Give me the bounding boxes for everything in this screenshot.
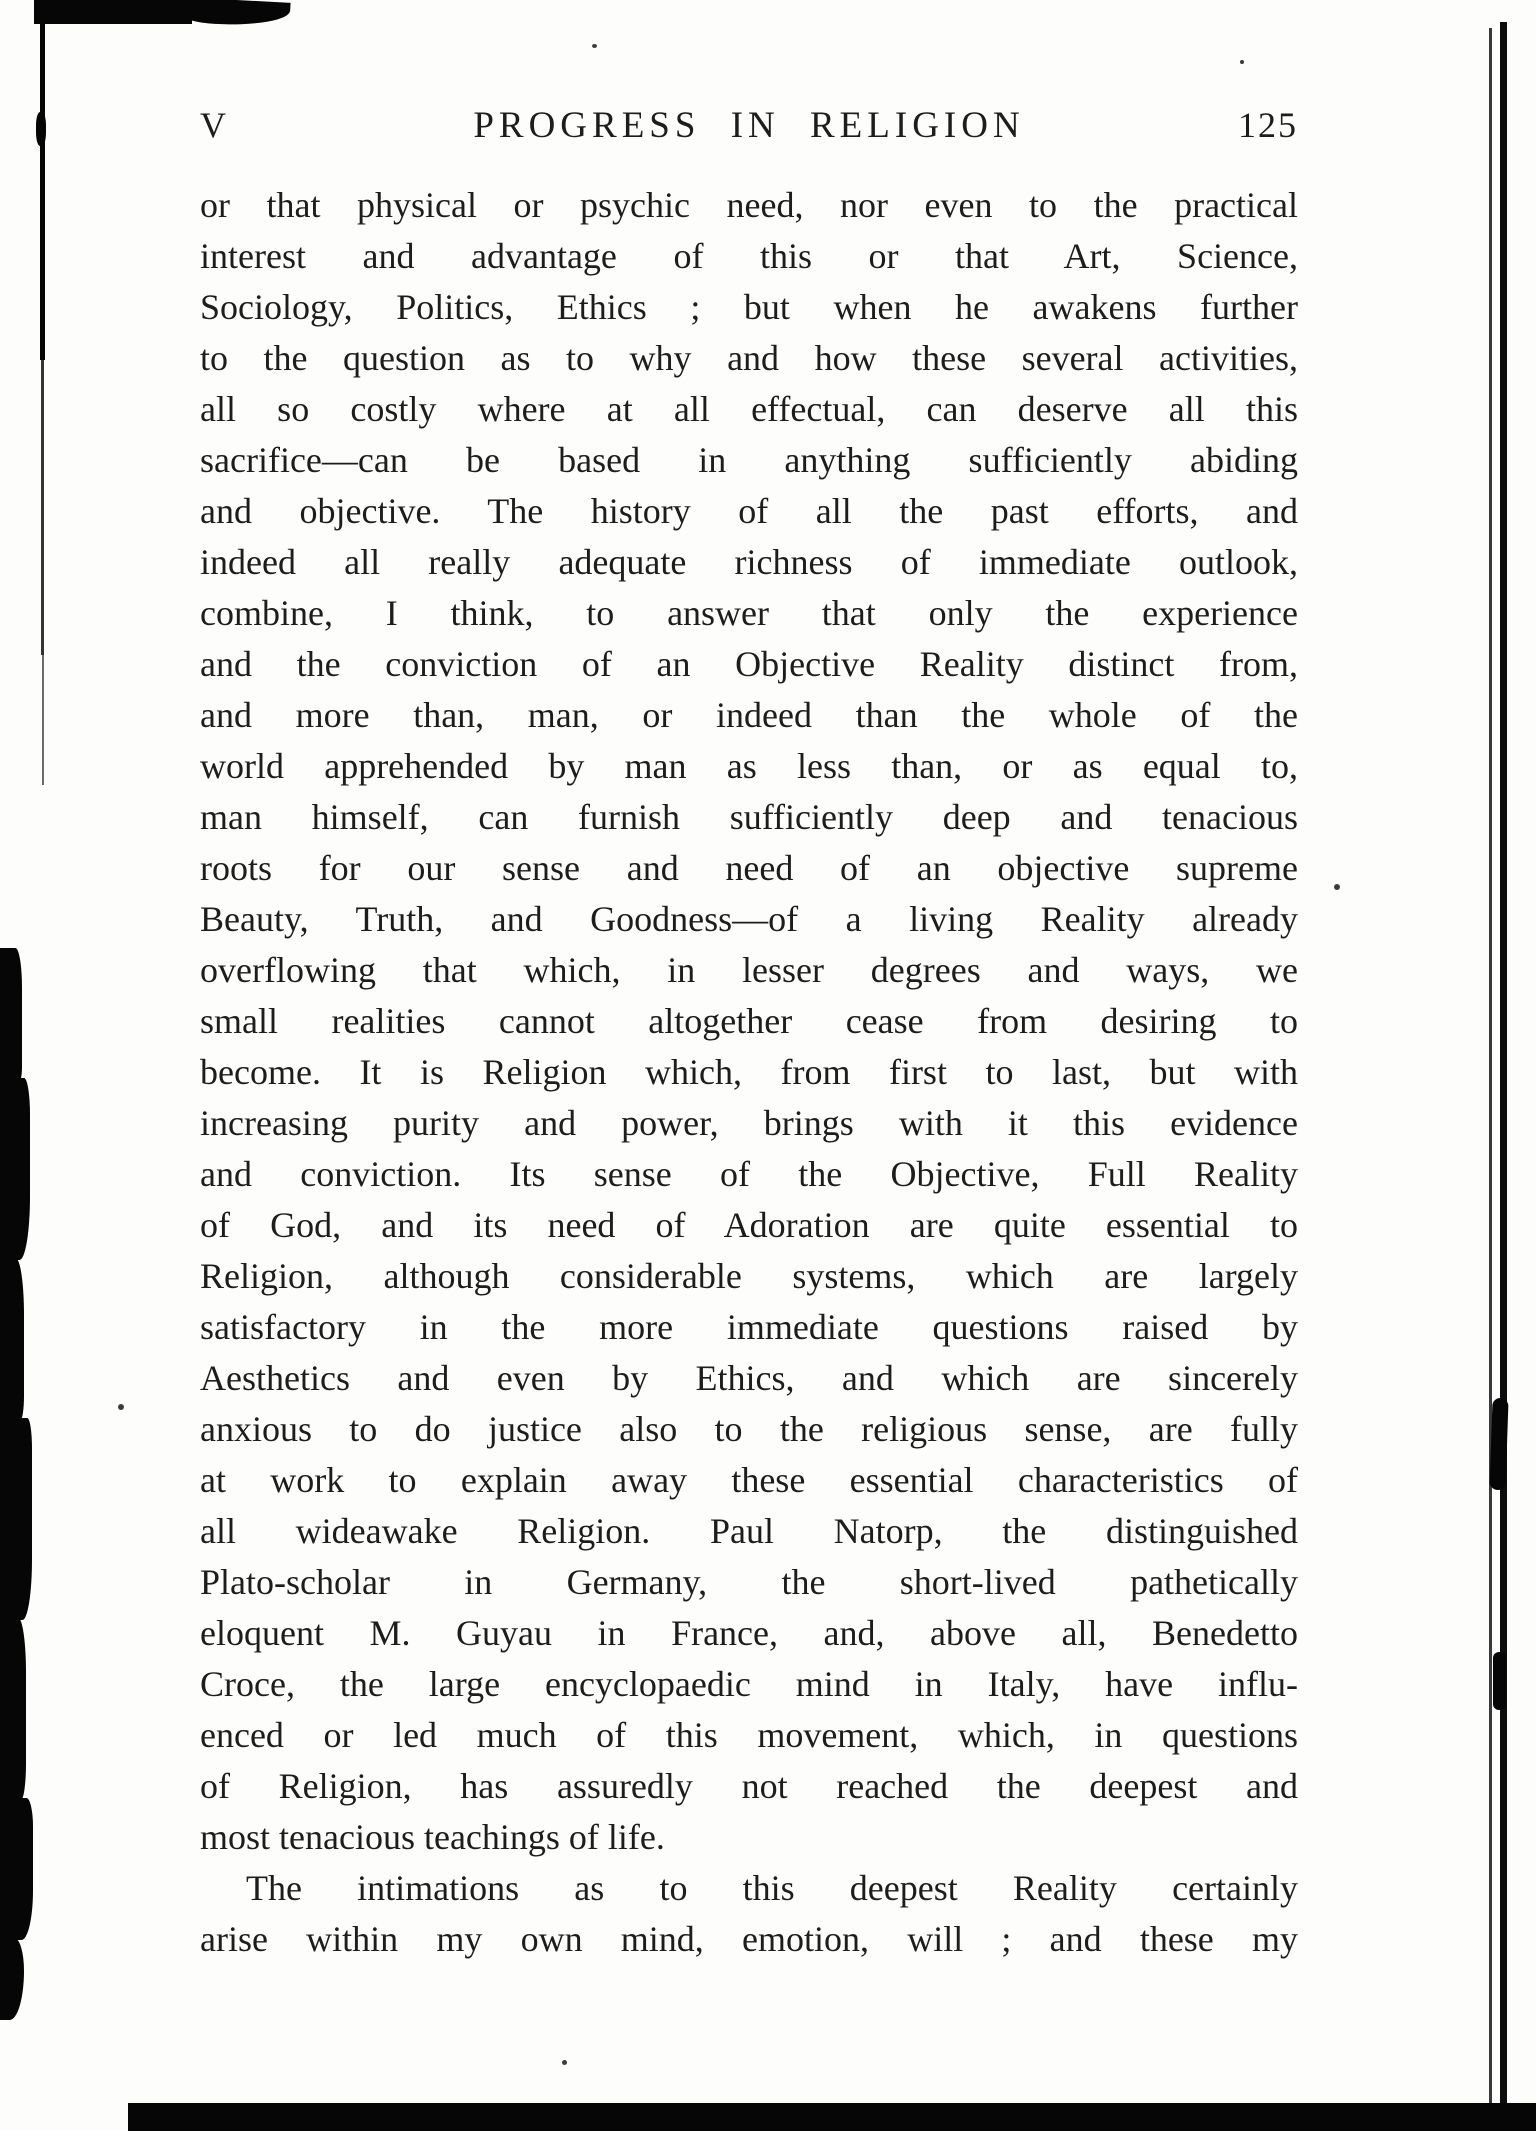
text-line: to the question as to why and how these several activities,: [200, 338, 1298, 378]
scan-line-right-inner: [1489, 28, 1492, 2103]
text-line: eloquent M. Guyau in France, and, above all, Benedetto: [200, 1613, 1298, 1653]
text-line: man himself, can furnish sufficiently deep and tenacious: [200, 797, 1298, 837]
text-line: and more than, man, or indeed than the whole of the: [200, 695, 1298, 735]
text-line: and conviction. Its sense of the Objective, Full Reality: [200, 1154, 1298, 1194]
scan-line-left-upper: [40, 0, 45, 360]
page-number: 125: [1238, 105, 1298, 145]
text-line: enced or led much of this movement, which, in questions: [200, 1715, 1298, 1755]
text-line: The intimations as to this deepest Reality certainly: [246, 1868, 1298, 1908]
text-line: Plato-scholar in Germany, the short-lived pathetically: [200, 1562, 1298, 1602]
text-line: interest and advantage of this or that Art, Science,: [200, 236, 1298, 276]
text-line: arise within my own mind, emotion, will ; and these my: [200, 1919, 1298, 1959]
text-line: Beauty, Truth, and Goodness—of a living Reality already: [200, 899, 1298, 939]
scan-speck: [1240, 60, 1244, 64]
scan-speck: [118, 1404, 124, 1410]
body-text: [200, 180, 1298, 1965]
scan-blob-right-lower: [1493, 1652, 1506, 1710]
page-header: [200, 104, 1298, 152]
text-column: [200, 104, 1298, 1965]
scan-blob-left: [36, 112, 46, 146]
text-line: small realities cannot altogether cease from desiring to: [200, 1001, 1298, 1041]
text-line: anxious to do justice also to the religious sense, are fully: [200, 1409, 1298, 1449]
text-line: and objective. The history of all the past efforts, and: [200, 491, 1298, 531]
text-line: Croce, the large encyclopaedic mind in Italy, have influ-: [200, 1664, 1298, 1704]
text-line: sacrifice—can be based in anything sufficiently abiding: [200, 440, 1298, 480]
text-line: Sociology, Politics, Ethics ; but when he awakens further: [200, 287, 1298, 327]
text-line: roots for our sense and need of an objective supreme: [200, 848, 1298, 888]
scan-band-left-segment: [0, 1418, 32, 1620]
paragraph: [200, 180, 1298, 1863]
scan-band-left-segment: [0, 1938, 24, 2020]
scan-mark-top-left-tail: [181, 0, 290, 28]
text-line: Aesthetics and even by Ethics, and which are sincerely: [200, 1358, 1298, 1398]
text-line: all wideawake Religion. Paul Natorp, the distinguished: [200, 1511, 1298, 1551]
scan-mark-top-left: [34, 0, 192, 24]
text-line: of God, and its need of Adoration are quite essential to: [200, 1205, 1298, 1245]
scan-band-left-segment: [0, 1798, 33, 1940]
scan-speck: [592, 44, 597, 48]
scan-bar-bottom: [128, 2103, 1536, 2131]
text-line: Religion, although considerable systems, which are largely: [200, 1256, 1298, 1296]
scan-speck: [1334, 884, 1340, 890]
text-line: world apprehended by man as less than, or as equal to,: [200, 746, 1298, 786]
text-line: at work to explain away these essential characteristics of: [200, 1460, 1298, 1500]
text-line: most tenacious teachings of life.: [200, 1817, 665, 1857]
scan-band-left-segment: [0, 1078, 30, 1260]
paragraph: [200, 1863, 1298, 1965]
text-line: or that physical or psychic need, nor even to the practical: [200, 185, 1298, 225]
scan-band-left-segment: [0, 1618, 26, 1800]
running-title: PROGRESS IN RELIGION: [473, 105, 1025, 146]
scan-line-left-middle: [41, 360, 44, 655]
scan-line-right-outer: [1500, 22, 1507, 2111]
scan-band-left-segment: [0, 948, 22, 1080]
text-line: indeed all really adequate richness of immediate outlook,: [200, 542, 1298, 582]
text-line: combine, I think, to answer that only the experience: [200, 593, 1298, 633]
text-line: increasing purity and power, brings with it this evidence: [200, 1103, 1298, 1143]
text-line: of Religion, has assuredly not reached the deepest and: [200, 1766, 1298, 1806]
scan-blob-right-upper: [1489, 1398, 1508, 1491]
text-line: overflowing that which, in lesser degrees and ways, we: [200, 950, 1298, 990]
scan-band-left-segment: [0, 1258, 24, 1420]
text-line: and the conviction of an Objective Reality distinct from,: [200, 644, 1298, 684]
text-line: all so costly where at all effectual, can deserve all this: [200, 389, 1298, 429]
text-line: satisfactory in the more immediate questions raised by: [200, 1307, 1298, 1347]
scan-speck: [562, 2060, 567, 2065]
chapter-number: V: [200, 105, 227, 145]
text-line: become. It is Religion which, from first to last, but with: [200, 1052, 1298, 1092]
scan-line-left-lower: [42, 655, 44, 785]
